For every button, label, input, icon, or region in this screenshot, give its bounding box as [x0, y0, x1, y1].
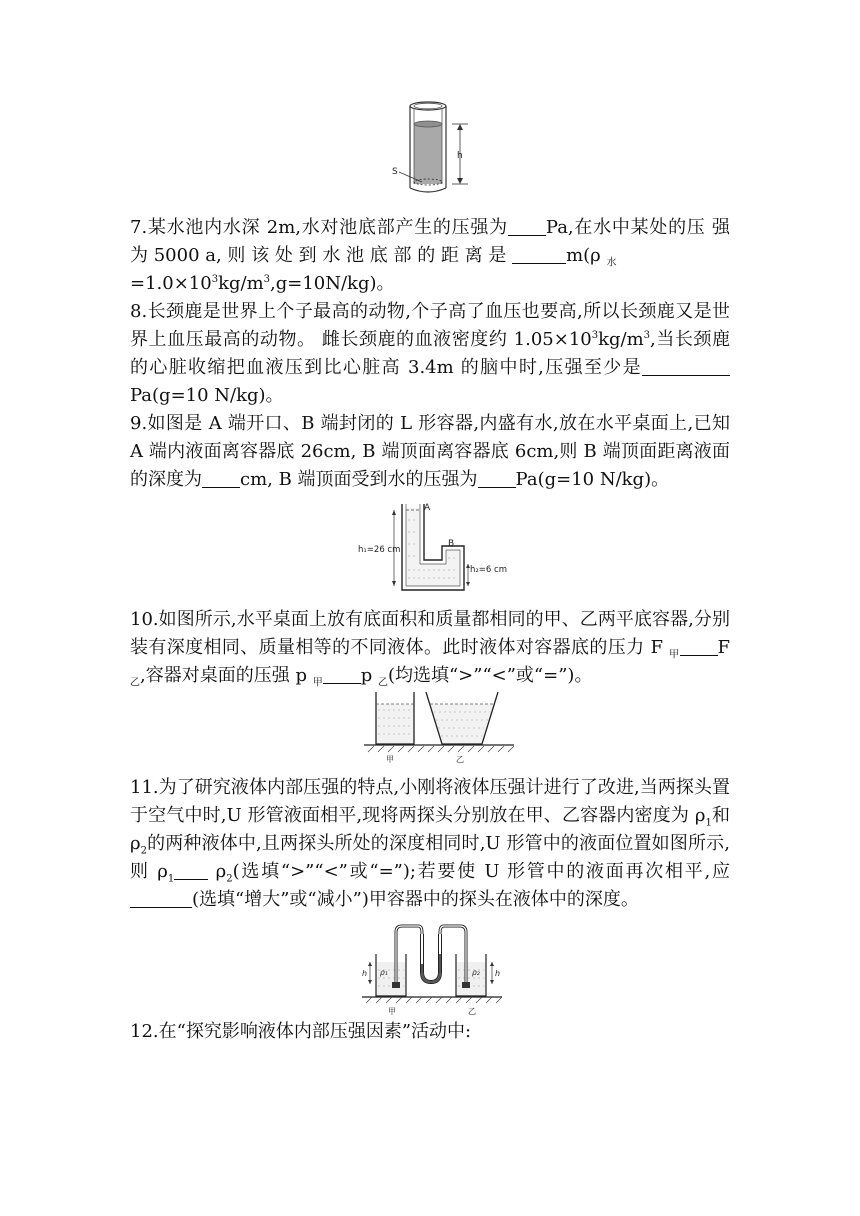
question-7: 7.某水池内水深 2m,水对池底部产生的压强为 Pa,在水中某处的压 强 为 5000 a, 则 该 处 到 水 池 底 部 的 距 离 是 m(ρ $_水$ $=1.0\times 10^3kg/m^3,g=10N/kg$)。	[130, 217, 731, 294]
u-tube-h-right-label: h	[495, 969, 501, 978]
l-container-b-label: B	[448, 539, 455, 549]
answer-blank-7b[interactable]	[512, 245, 566, 264]
cylinder-h-label: h	[457, 151, 463, 161]
two-containers-yi-label: 乙	[456, 755, 464, 764]
u-tube-figure	[362, 924, 502, 1016]
l-container-figure	[358, 500, 508, 592]
cylinder-figure	[390, 98, 480, 210]
answer-blank-7a[interactable]	[508, 217, 546, 236]
two-containers-jia-label: 甲	[386, 755, 394, 764]
question-11: 11.为了研究液体内部压强的特点,小刚将液体压强计进行了改进,当两探头置于空气中时,U 形管液面相平,现将两探头分别放在甲、乙容器内密度为 $\rho_1$和 $\rho_2$的两种液体中,且两探头所处的深度相同时,U 形管中的液面位置如图所示,则 $\rho_1$ $\rho_2$(选填“>”“<”或“=”);若要使 U 形管中的液面再次相平,应(选填“增大”或“减小”)甲容器中的探头在液体中的深度。	[130, 777, 730, 910]
answer-blank-11b[interactable]	[130, 889, 192, 908]
question-12: 12.在“探究影响液体内部压强因素”活动中:	[130, 1021, 472, 1042]
answer-blank-8[interactable]	[642, 357, 730, 376]
two-containers-figure	[364, 692, 514, 764]
answer-blank-10b[interactable]	[323, 665, 361, 684]
question-8: 8.长颈鹿是世界上个子最高的动物,个子高了血压也要高,所以长颈鹿又是世界上血压最高的动物。 雌长颈鹿的血液密度约 $1.05\times 10^3kg/m^3$,当长颈鹿的心脏收缩把血液压到比心脏高 3.4m 的脑中时,压强至少是Pa(g=10 N/kg)。	[130, 301, 730, 406]
answer-blank-11a[interactable]	[174, 861, 208, 880]
l-container-h2-label: h₂=6 cm	[470, 565, 507, 575]
u-tube-jia-label: 甲	[388, 1007, 396, 1016]
u-tube-yi-label: 乙	[468, 1007, 476, 1016]
question-10: 10.如图所示,水平桌面上放有底面积和质量都相同的甲、乙两平底容器,分别装有深度相同、质量相等的不同液体。此时液体对容器底的压力 F $_甲$ F $_乙$,容器对桌面的压强 p $_甲$ p $_乙$(均选填“>”“<”或“=”)。	[130, 609, 730, 689]
u-tube-h-left-label: h	[362, 969, 368, 978]
question-9: 9.如图是 A 端开口、B 端封闭的 L 形容器,内盛有水,放在水平桌面上,已知 A 端内液面离容器底 26cm, B 端顶面离容器底 6cm,则 B 端顶面距离液面的深度为 cm, B 端顶面受到水的压强为 Pa(g=10 N/kg)。	[130, 413, 730, 490]
u-tube-rho1-label: ρ₁	[380, 968, 388, 977]
u-tube-rho2-label: ρ₂	[472, 968, 480, 977]
answer-blank-9b[interactable]	[478, 469, 516, 488]
answer-blank-10a[interactable]	[680, 637, 718, 656]
l-container-a-label: A	[424, 503, 431, 513]
l-container-h1-label: h₁=26 cm	[358, 545, 401, 555]
cylinder-s-label: S	[392, 167, 398, 177]
answer-blank-9a[interactable]	[202, 469, 240, 488]
